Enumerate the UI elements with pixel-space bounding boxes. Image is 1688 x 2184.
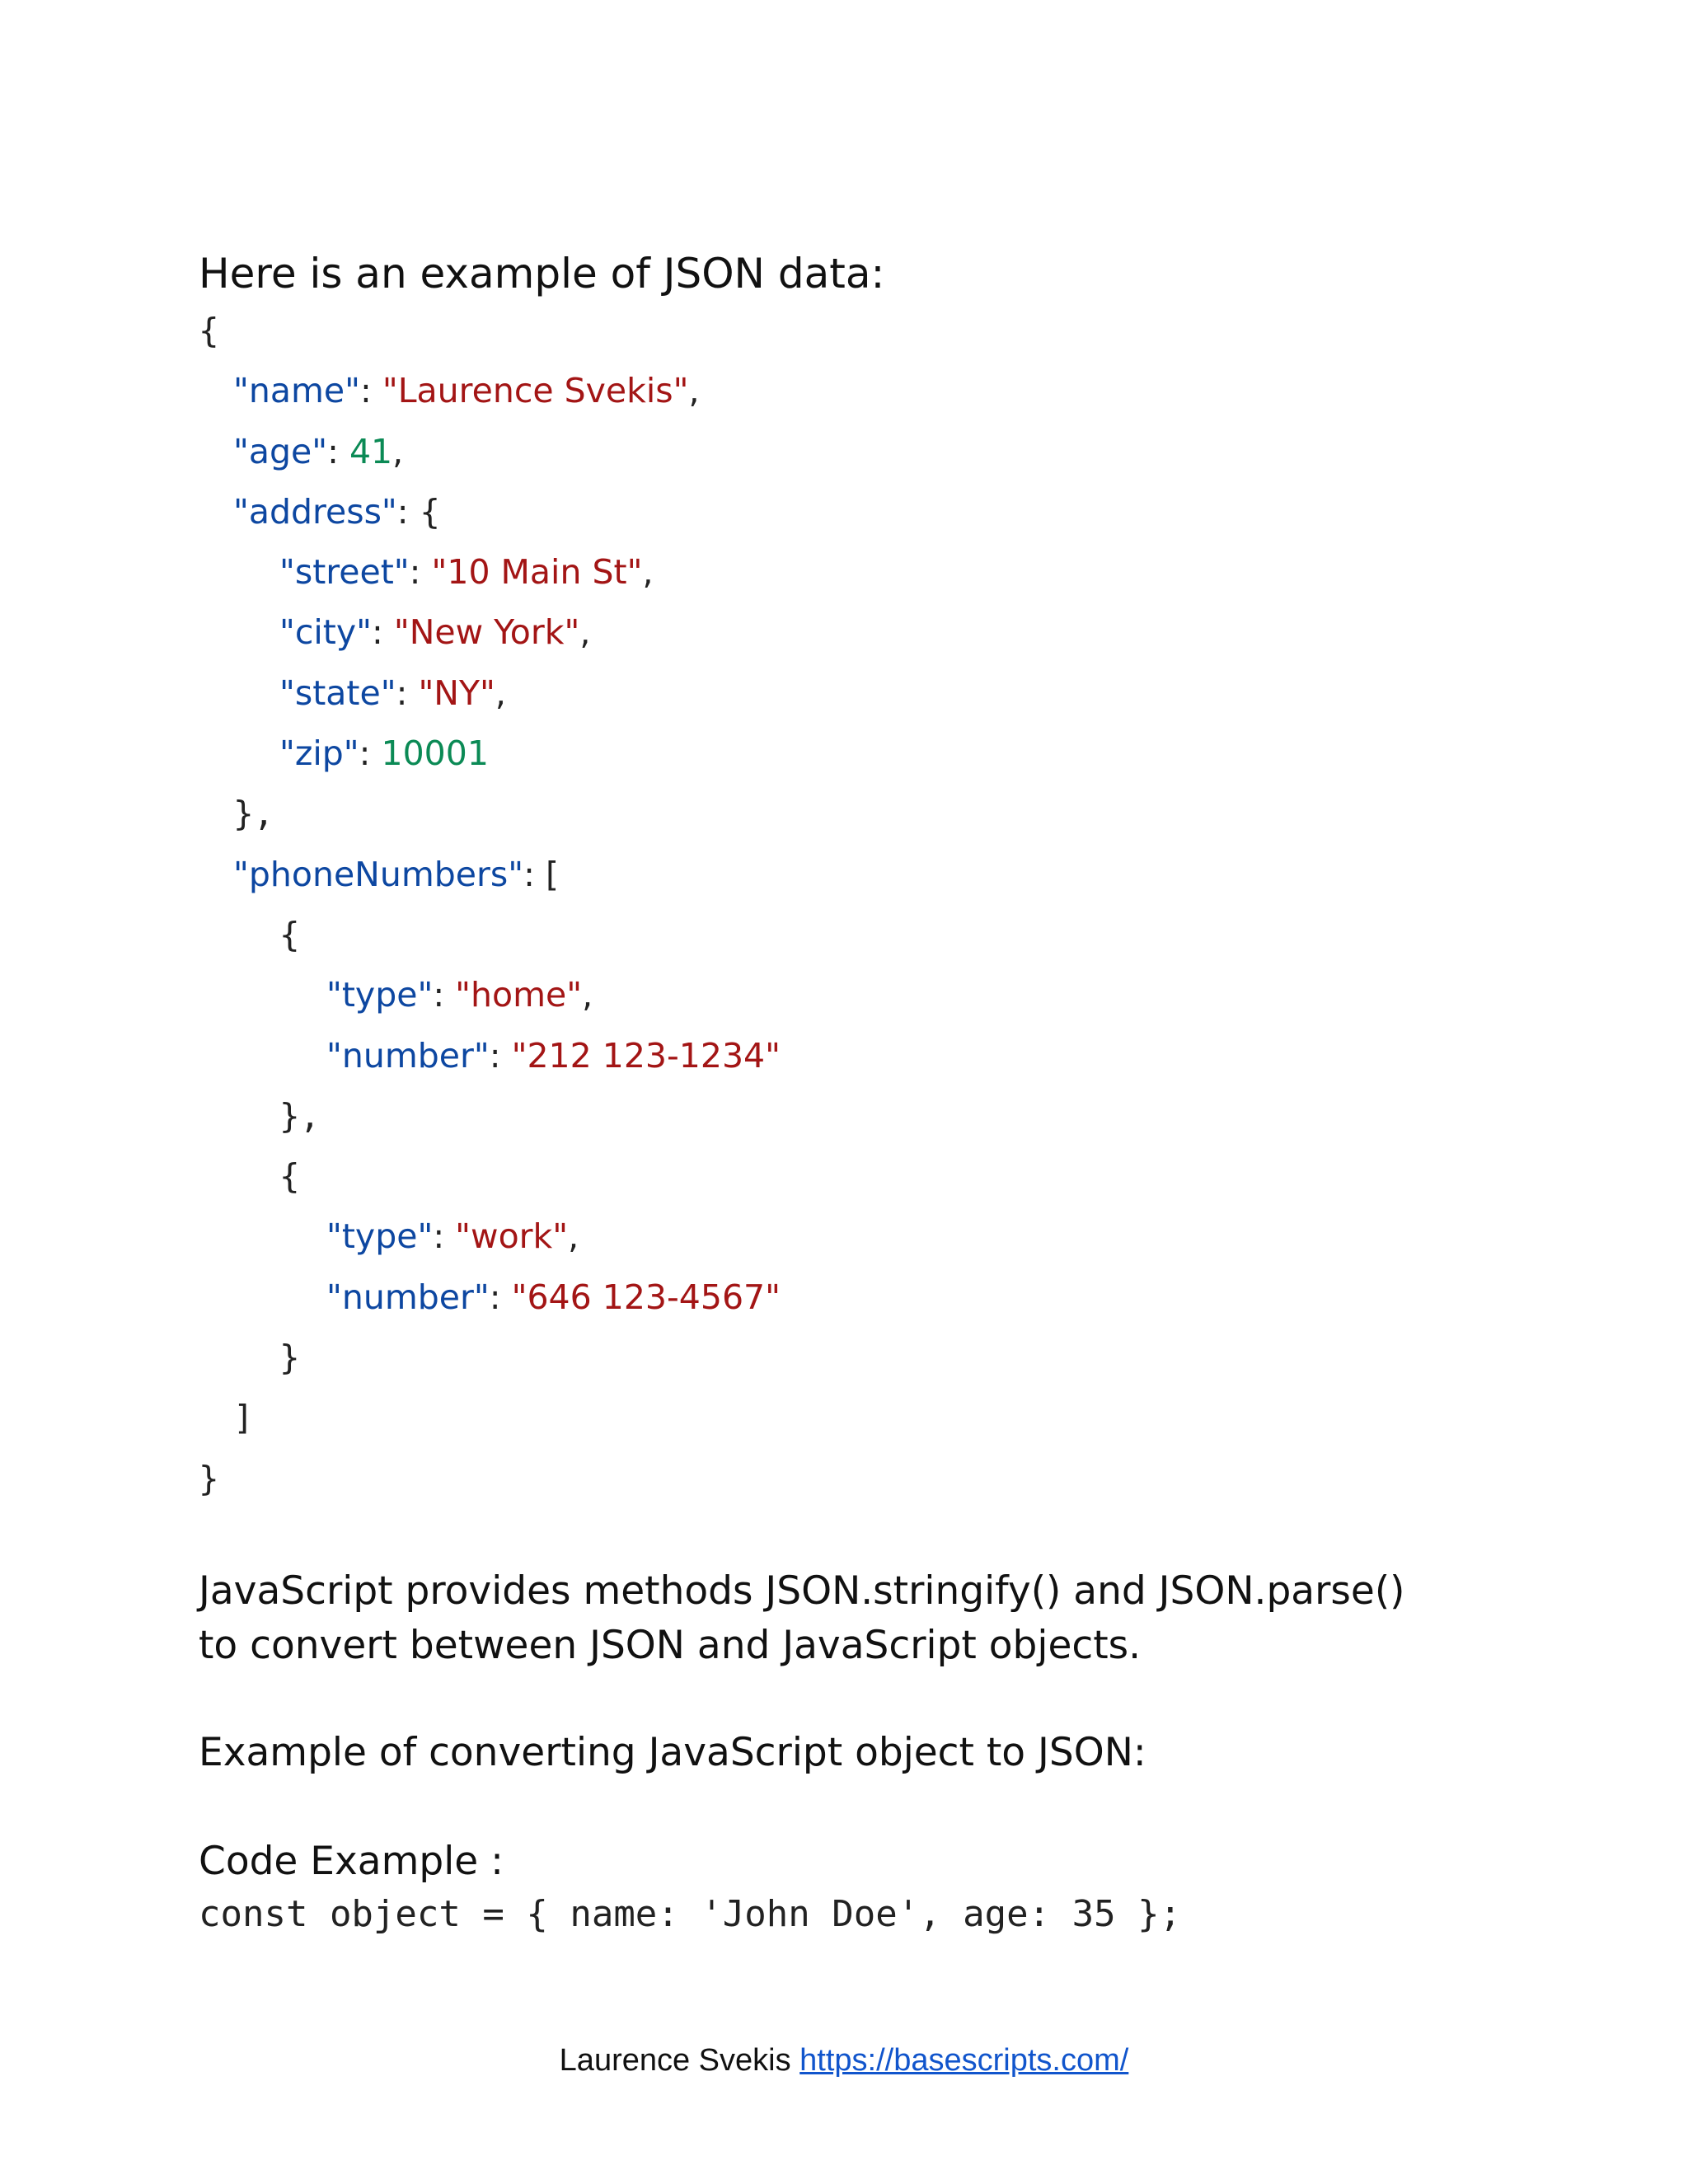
json-line [199,1328,781,1388]
methods-paragraph [199,1564,1405,1673]
intro-text: Here is an example of JSON data: [199,250,885,298]
paragraph-line: JavaScript provides methods JSON.stringify() and JSON.parse() [199,1568,1405,1614]
json-string-value: "10 Main St" [431,552,643,593]
json-key: "type" [326,1216,434,1257]
json-string-value: "212 123-1234" [511,1035,781,1076]
json-key: "number" [326,1277,490,1317]
json-line [199,1146,781,1207]
json-line: "name": "Laurence Svekis", [233,371,700,411]
json-line: "number": "646 123-4567" [326,1277,781,1317]
json-line: "state": "NY", [279,673,506,713]
code-example-label: Code Example : [199,1839,504,1884]
json-line: "city": "New York", [279,612,591,653]
footer-author: Laurence Svekis [559,2043,791,2078]
json-brace: } [279,1338,300,1378]
example-heading: Example of converting JavaScript object to JSON: [199,1730,1146,1775]
json-key: "number" [326,1035,490,1076]
json-line [199,1449,781,1509]
json-line: "type": "home", [326,975,593,1015]
json-key: "address" [233,491,397,532]
json-key: "type" [326,975,434,1015]
json-line: "number": "212 123-1234" [326,1035,781,1076]
json-string-value: "Laurence Svekis" [382,371,689,411]
json-line [199,1388,781,1448]
json-key: "city" [279,612,372,653]
json-string-value: "New York" [393,612,580,653]
json-line: "age": 41, [233,431,404,471]
json-line [199,905,781,965]
json-line: "address": { [233,491,441,532]
json-key: "phoneNumbers" [233,854,524,894]
json-string-value: "NY" [418,673,495,713]
page-footer [0,2041,1688,2080]
json-key: "name" [233,371,360,411]
json-line [199,301,781,361]
json-line: "type": "work", [326,1216,579,1257]
json-brace: { [419,491,441,532]
json-line: "phoneNumbers": [ [233,854,559,894]
json-string-value: "work" [455,1216,569,1257]
code-example-line: const object = { name: 'John Doe', age: 35 }; [199,1893,1182,1935]
json-number-value: 10001 [381,733,489,774]
json-bracket: [ [545,854,559,894]
json-line [199,1086,781,1146]
json-string-value: "646 123-4567" [511,1277,781,1317]
json-brace: { [279,1156,300,1197]
footer-link[interactable]: https://basescripts.com/ [799,2043,1129,2078]
json-key: "age" [233,431,328,471]
json-brace: { [279,914,300,954]
json-key: "street" [279,552,410,593]
json-line [199,784,781,844]
json-brace: }, [279,1095,321,1136]
json-code-block [199,301,781,1509]
json-line: "street": "10 Main St", [279,552,654,593]
json-key: "state" [279,673,396,713]
json-brace: }, [233,794,274,834]
json-key: "zip" [279,733,359,774]
json-bracket: ] [233,1398,254,1438]
json-string-value: "home" [455,975,583,1015]
json-line: "zip": 10001 [279,733,489,774]
paragraph-line: to convert between JSON and JavaScript objects. [199,1623,1142,1668]
json-open-brace: { [199,311,219,350]
json-number-value: 41 [349,431,393,471]
json-close-brace: } [199,1458,219,1498]
